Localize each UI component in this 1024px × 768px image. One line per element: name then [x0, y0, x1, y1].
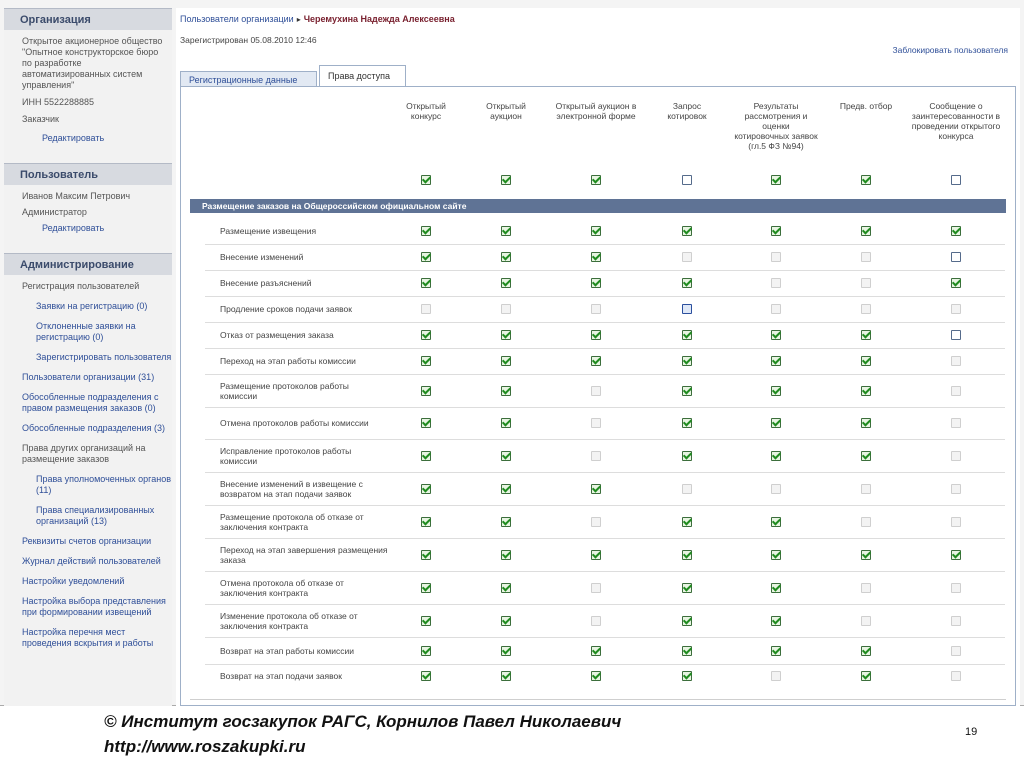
permission-checkbox[interactable] — [421, 386, 431, 396]
permission-checkbox[interactable] — [682, 583, 692, 593]
permission-checkbox — [682, 252, 692, 262]
footer-url[interactable]: http://www.roszakupki.ru — [104, 737, 306, 756]
user-panel — [4, 185, 172, 245]
breadcrumb-current: Черемухина Надежда Алексеевна — [303, 14, 455, 24]
permission-row-label: Отмена протоколов работы комиссии — [220, 418, 369, 428]
admin-nav-item[interactable]: Настройки уведомлений — [22, 576, 125, 586]
permission-row-label: Изменение протокола об отказе от заключения контракта — [220, 611, 358, 631]
column-select-all-checkbox[interactable] — [951, 175, 961, 185]
permission-checkbox[interactable] — [501, 252, 511, 262]
main-area — [176, 8, 1020, 706]
permission-checkbox[interactable] — [951, 550, 961, 560]
row-divider — [205, 604, 1005, 605]
permission-checkbox[interactable] — [771, 330, 781, 340]
permission-checkbox — [951, 616, 961, 626]
admin-nav-item[interactable]: Заявки на регистрацию (0) — [36, 301, 148, 311]
permission-checkbox — [591, 517, 601, 527]
column-header: Открытый аукцион — [486, 101, 526, 121]
admin-nav-item[interactable]: Права специализированных организаций (13) — [36, 505, 155, 526]
permission-checkbox — [951, 517, 961, 527]
org-edit-link[interactable]: Редактировать — [42, 133, 105, 143]
permission-checkbox[interactable] — [421, 356, 431, 366]
permission-checkbox[interactable] — [861, 356, 871, 366]
permission-checkbox[interactable] — [771, 517, 781, 527]
permission-checkbox[interactable] — [501, 646, 511, 656]
permission-checkbox — [771, 484, 781, 494]
permission-row-label: Продление сроков подачи заявок — [220, 304, 352, 314]
permission-checkbox[interactable] — [421, 583, 431, 593]
permission-checkbox[interactable] — [951, 278, 961, 288]
permission-checkbox[interactable] — [682, 671, 692, 681]
column-header: Запрос котировок — [667, 101, 707, 121]
permission-checkbox[interactable] — [682, 451, 692, 461]
permission-checkbox — [951, 386, 961, 396]
permission-checkbox[interactable] — [682, 550, 692, 560]
admin-nav-item[interactable]: Права уполномоченных органов (11) — [36, 474, 172, 495]
permission-checkbox — [591, 418, 601, 428]
user-role: Администратор — [22, 207, 87, 217]
row-divider — [205, 505, 1005, 506]
footer-copyright: © Институт госзакупок РАГС, Корнилов Павел Николаевич — [104, 712, 622, 731]
permission-checkbox[interactable] — [591, 330, 601, 340]
admin-nav-item[interactable]: Обособленные подразделения с правом размещения заказов (0) — [22, 392, 159, 413]
column-select-all-checkbox[interactable] — [861, 175, 871, 185]
permission-checkbox[interactable] — [771, 226, 781, 236]
slide-page-number: 19 — [965, 726, 978, 738]
permission-checkbox[interactable] — [501, 671, 511, 681]
permission-checkbox[interactable] — [591, 484, 601, 494]
row-divider — [205, 637, 1005, 638]
tab-access-rights[interactable]: Права доступа — [319, 65, 406, 88]
permission-checkbox[interactable] — [682, 278, 692, 288]
admin-panel-title: Администрирование — [4, 253, 172, 275]
permission-checkbox[interactable] — [682, 646, 692, 656]
block-user-link[interactable]: Заблокировать пользователя — [892, 45, 1008, 55]
user-edit-link[interactable]: Редактировать — [42, 223, 105, 233]
permission-checkbox[interactable] — [421, 451, 431, 461]
org-panel — [4, 30, 172, 155]
permission-checkbox[interactable] — [421, 484, 431, 494]
permission-checkbox[interactable] — [771, 356, 781, 366]
permission-checkbox — [861, 484, 871, 494]
user-name: Иванов Максим Петрович — [22, 191, 131, 201]
permission-row-label: Внесение изменений в извещение с возвратом на этап подачи заявок — [220, 479, 363, 499]
permission-checkbox[interactable] — [421, 278, 431, 288]
permission-checkbox[interactable] — [501, 517, 511, 527]
permission-checkbox[interactable] — [591, 252, 601, 262]
row-divider — [205, 407, 1005, 408]
permission-checkbox — [501, 304, 511, 314]
row-divider — [205, 472, 1005, 473]
permission-checkbox — [951, 356, 961, 366]
permission-checkbox — [861, 304, 871, 314]
admin-nav-item: Регистрация пользователей — [22, 281, 140, 291]
permission-row-label: Внесение изменений — [220, 252, 304, 262]
permission-checkbox[interactable] — [501, 418, 511, 428]
left-sidebar — [4, 8, 172, 706]
permission-checkbox[interactable] — [501, 583, 511, 593]
permission-checkbox — [951, 484, 961, 494]
permission-checkbox[interactable] — [501, 226, 511, 236]
org-name-line: управления" — [22, 80, 75, 90]
admin-nav-item[interactable]: Зарегистрировать пользователя — [36, 352, 172, 362]
permission-row-label: Переход на этап завершения размещения заказа — [220, 545, 388, 565]
permission-checkbox[interactable] — [421, 550, 431, 560]
permission-checkbox — [771, 671, 781, 681]
permission-checkbox — [591, 583, 601, 593]
permission-checkbox[interactable] — [501, 386, 511, 396]
permission-checkbox[interactable] — [861, 330, 871, 340]
permission-checkbox — [682, 484, 692, 494]
permission-checkbox[interactable] — [501, 278, 511, 288]
breadcrumb-arrow-icon: ▸ — [296, 15, 301, 24]
permission-checkbox[interactable] — [771, 451, 781, 461]
permission-row-label: Исправление протоколов работы комиссии — [220, 446, 352, 466]
row-divider — [205, 244, 1005, 245]
permission-checkbox — [591, 304, 601, 314]
permission-checkbox[interactable] — [951, 330, 961, 340]
permission-checkbox[interactable] — [682, 304, 692, 314]
permission-checkbox[interactable] — [682, 418, 692, 428]
section-header: Размещение заказов на Общероссийском официальном сайте — [190, 199, 1006, 213]
permission-checkbox[interactable] — [861, 226, 871, 236]
row-divider — [205, 348, 1005, 349]
permission-row-label: Возврат на этап подачи заявок — [220, 671, 342, 681]
permission-checkbox[interactable] — [771, 583, 781, 593]
column-select-all-checkbox[interactable] — [771, 175, 781, 185]
admin-nav-item[interactable]: Журнал действий пользователей — [22, 556, 161, 566]
permission-checkbox[interactable] — [591, 278, 601, 288]
permission-checkbox[interactable] — [501, 550, 511, 560]
breadcrumb — [180, 14, 455, 24]
admin-nav-item[interactable]: Отклоненные заявки на регистрацию (0) — [36, 321, 136, 342]
permission-checkbox[interactable] — [501, 484, 511, 494]
permission-checkbox[interactable] — [591, 550, 601, 560]
permission-checkbox — [771, 252, 781, 262]
column-select-all-checkbox[interactable] — [591, 175, 601, 185]
permission-checkbox[interactable] — [682, 226, 692, 236]
permission-checkbox[interactable] — [861, 451, 871, 461]
permission-checkbox[interactable] — [682, 356, 692, 366]
permission-checkbox[interactable] — [682, 616, 692, 626]
org-name-line: автоматизированных систем — [22, 69, 143, 79]
permission-checkbox[interactable] — [501, 356, 511, 366]
column-header: Предв. отбор — [839, 101, 893, 111]
org-role: Заказчик — [22, 114, 59, 124]
row-divider — [205, 374, 1005, 375]
org-name-line: по разработке — [22, 58, 82, 68]
permission-row-label: Размещение протоколов работы комиссии — [220, 381, 349, 401]
permission-checkbox[interactable] — [421, 418, 431, 428]
permission-checkbox — [861, 583, 871, 593]
permission-checkbox[interactable] — [421, 616, 431, 626]
permission-checkbox[interactable] — [771, 616, 781, 626]
org-inn: ИНН 5522288885 — [22, 97, 95, 107]
row-divider — [205, 571, 1005, 572]
column-select-all-checkbox[interactable] — [421, 175, 431, 185]
permission-checkbox — [861, 517, 871, 527]
permission-checkbox[interactable] — [501, 616, 511, 626]
permission-checkbox — [421, 304, 431, 314]
permission-checkbox[interactable] — [591, 671, 601, 681]
permission-checkbox[interactable] — [682, 386, 692, 396]
org-panel-title: Организация — [4, 8, 172, 30]
admin-nav-item[interactable]: Пользователи организации (31) — [22, 372, 155, 382]
column-header: Сообщение о заинтересованности в проведении открытого конкурса — [911, 101, 1001, 141]
table-bottom-divider — [190, 699, 1006, 700]
permission-checkbox — [591, 616, 601, 626]
column-header: Открытый аукцион в электронной форме — [555, 101, 637, 121]
permission-checkbox[interactable] — [421, 646, 431, 656]
row-divider — [205, 439, 1005, 440]
permission-checkbox[interactable] — [421, 517, 431, 527]
permission-checkbox — [951, 671, 961, 681]
breadcrumb-root-link[interactable]: Пользователи организации — [180, 14, 294, 24]
permission-row-label: Отказ от размещения заказа — [220, 330, 334, 340]
permission-checkbox[interactable] — [861, 671, 871, 681]
permission-checkbox — [951, 418, 961, 428]
permission-checkbox[interactable] — [771, 418, 781, 428]
permissions-panel — [180, 86, 1016, 706]
permission-checkbox[interactable] — [771, 386, 781, 396]
permission-checkbox[interactable] — [951, 252, 961, 262]
permission-checkbox — [951, 646, 961, 656]
permission-checkbox — [861, 252, 871, 262]
permission-checkbox[interactable] — [591, 646, 601, 656]
row-divider — [205, 322, 1005, 323]
permission-checkbox[interactable] — [771, 550, 781, 560]
column-select-all-checkbox[interactable] — [501, 175, 511, 185]
row-divider — [205, 664, 1005, 665]
permission-checkbox — [951, 451, 961, 461]
registration-date: Зарегистрирован 05.08.2010 12:46 — [180, 35, 317, 45]
permission-checkbox[interactable] — [421, 252, 431, 262]
permission-checkbox[interactable] — [682, 330, 692, 340]
permission-checkbox[interactable] — [421, 671, 431, 681]
permission-checkbox — [951, 304, 961, 314]
permission-checkbox[interactable] — [421, 330, 431, 340]
permission-checkbox[interactable] — [501, 451, 511, 461]
permission-checkbox[interactable] — [591, 226, 601, 236]
column-header: Результаты рассмотрения и оценки котировочных заявок (гл.5 ФЗ №94) — [734, 101, 818, 151]
row-divider — [205, 538, 1005, 539]
org-name-line: "Опытное конструкторское бюро — [22, 47, 159, 57]
row-divider — [205, 270, 1005, 271]
permission-row-label: Отмена протокола об отказе от заключения контракта — [220, 578, 344, 598]
admin-nav-item[interactable]: Обособленные подразделения (3) — [22, 423, 166, 433]
permission-checkbox[interactable] — [682, 517, 692, 527]
org-name-line: Открытое акционерное общество — [22, 36, 163, 46]
permission-checkbox[interactable] — [501, 330, 511, 340]
admin-nav-item: Права других организаций на размещение заказов — [22, 443, 146, 464]
permission-checkbox[interactable] — [591, 356, 601, 366]
permission-row-label: Переход на этап работы комиссии — [220, 356, 356, 366]
permission-checkbox[interactable] — [421, 226, 431, 236]
permission-row-label: Размещение протокола об отказе от заключения контракта — [220, 512, 364, 532]
permission-row-label: Внесение разъяснений — [220, 278, 312, 288]
permission-checkbox[interactable] — [861, 646, 871, 656]
column-select-all-checkbox[interactable] — [682, 175, 692, 185]
permission-checkbox — [861, 278, 871, 288]
permission-checkbox[interactable] — [861, 418, 871, 428]
permission-row-label: Размещение извещения — [220, 226, 317, 236]
admin-nav-item[interactable]: Настройка перечня мест проведения вскрытия и работы — [22, 627, 154, 648]
admin-nav — [4, 275, 172, 664]
permission-checkbox — [591, 451, 601, 461]
permission-row-label: Возврат на этап работы комиссии — [220, 646, 355, 656]
row-divider — [205, 296, 1005, 297]
permission-checkbox — [861, 616, 871, 626]
permission-checkbox — [951, 583, 961, 593]
admin-nav-item[interactable]: Настройка выбора представления при формировании извещений — [22, 596, 166, 617]
permission-checkbox[interactable] — [861, 386, 871, 396]
permission-checkbox[interactable] — [771, 646, 781, 656]
permission-checkbox — [771, 304, 781, 314]
permission-checkbox — [771, 278, 781, 288]
permission-checkbox[interactable] — [951, 226, 961, 236]
admin-nav-item[interactable]: Реквизиты счетов организации — [22, 536, 152, 546]
user-panel-title: Пользователь — [4, 163, 172, 185]
permission-checkbox — [591, 386, 601, 396]
tab-registration-data[interactable]: Регистрационные данные — [180, 71, 317, 88]
permission-checkbox[interactable] — [861, 550, 871, 560]
column-header: Открытый конкурс — [406, 101, 446, 121]
